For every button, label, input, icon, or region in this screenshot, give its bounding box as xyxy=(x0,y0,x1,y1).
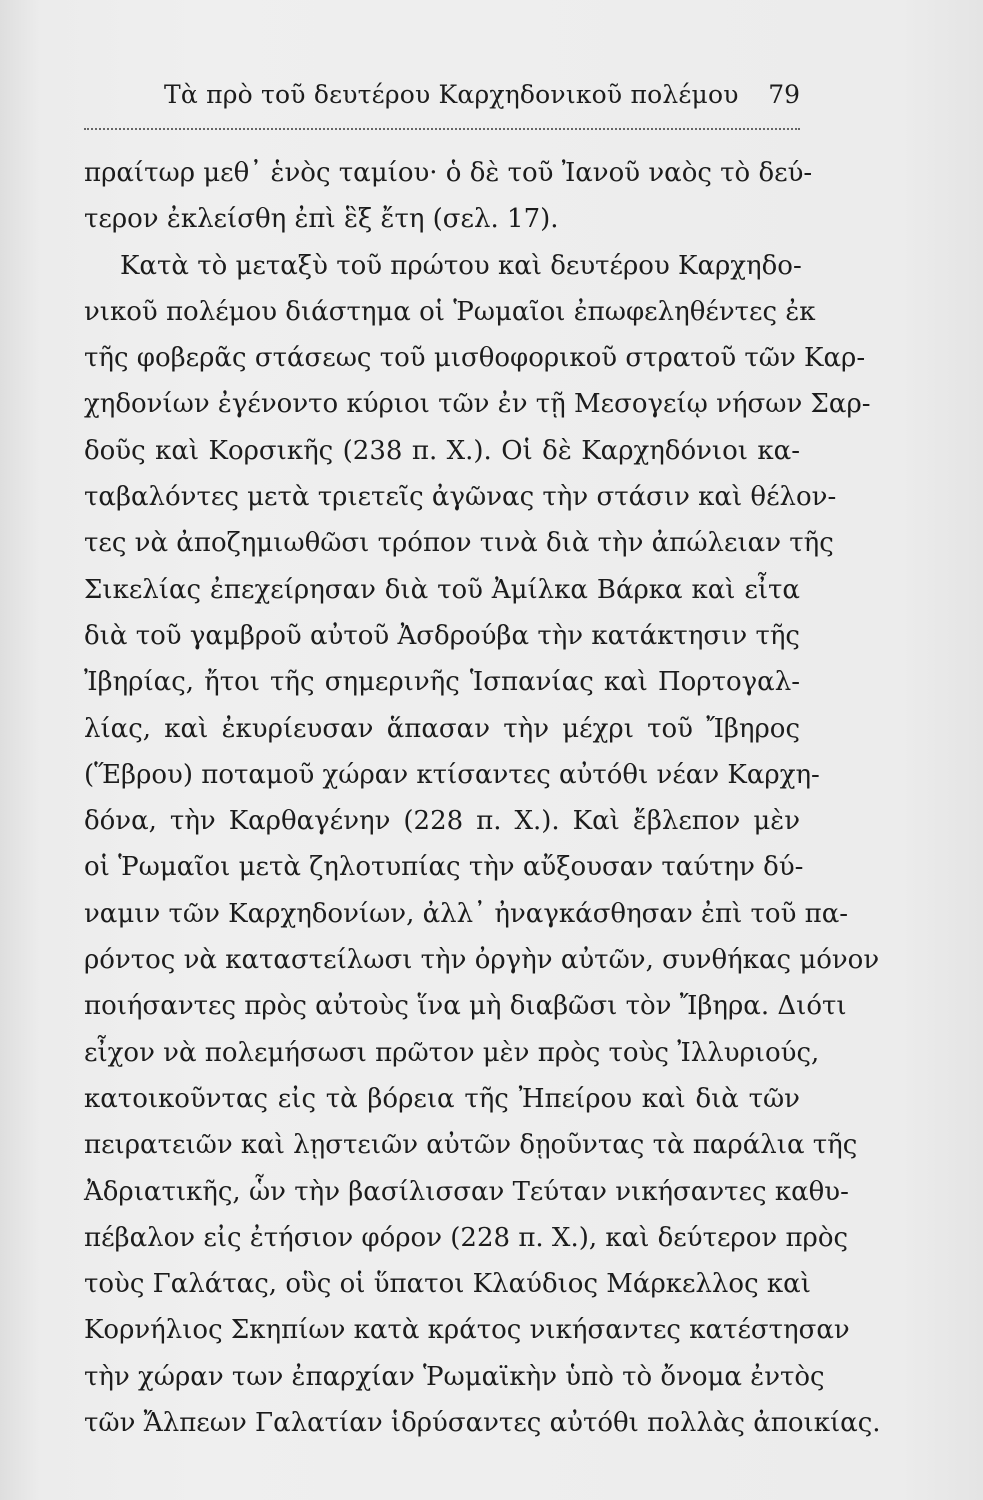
text-line: πειρατειῶν καὶ λῃστειῶν αὐτῶν δῃοῦντας τὰ παράλια τῆς xyxy=(84,1130,858,1161)
text-line: ναμιν τῶν Καρχηδονίων, ἀλλ᾽ ἠναγκάσθησαν ἐπὶ τοῦ πα- xyxy=(84,898,849,929)
text-line: (Ἕβρου) ποταμοῦ χώραν κτίσαντες αὐτόθι νέαν Καρχη- xyxy=(84,759,820,790)
text-line: πραίτωρ μεθ᾽ ἑνὸς ταμίου· ὁ δὲ τοῦ Ἰανοῦ ναὸς τὸ δεύ- xyxy=(84,158,813,188)
header-rule xyxy=(84,128,800,130)
text-line: Σικελίας ἐπεχείρησαν διὰ τοῦ Ἀμίλκα Βάρκα καὶ εἶτα xyxy=(84,574,800,605)
text-line: τῶν Ἄλπεων Γαλατίαν ἱδρύσαντες αὐτόθι πολλὰς ἀποικίας. xyxy=(84,1408,881,1439)
text-line: ρόντος νὰ καταστείλωσι τὴν ὀργὴν αὐτῶν, συνθήκας μόνον xyxy=(84,945,880,976)
text-line: δόνα, τὴν Καρθαγένην (228 π. Χ.). Καὶ ἔβλεπον μὲν xyxy=(84,806,800,837)
paragraph-first-line: Κατὰ τὸ μεταξὺ τοῦ πρώτου καὶ δευτέρου Καρχηδο- xyxy=(120,250,802,281)
text-line: τῆς φοβερᾶς στάσεως τοῦ μισθοφορικοῦ στρατοῦ τῶν Καρ- xyxy=(84,343,866,374)
text-line: εἶχον νὰ πολεμήσωσι πρῶτον μὲν πρὸς τοὺς Ἰλλυριούς, xyxy=(84,1037,820,1068)
text-line: λίας, καὶ ἐκυρίευσαν ἅπασαν τὴν μέχρι τοῦ Ἴβηρος xyxy=(84,713,800,744)
text-line: τοὺς Γαλάτας, οὓς οἱ ὕπατοι Κλαύδιος Μάρκελλος καὶ xyxy=(84,1269,811,1300)
body-text xyxy=(84,150,881,1446)
text-line: νικοῦ πολέμου διάστημα οἱ Ῥωμαῖοι ἐπωφεληθέντες ἐκ xyxy=(84,296,816,327)
page-header xyxy=(84,80,800,120)
text-line: πέβαλον εἰς ἐτήσιον φόρον (228 π. Χ.), καὶ δεύτερον πρὸς xyxy=(84,1222,849,1253)
running-title: Τὰ πρὸ τοῦ δευτέρου Καρχηδονικοῦ πολέμου xyxy=(164,80,739,109)
text-line: Ἰβηρίας, ἤτοι τῆς σημερινῆς Ἱσπανίας καὶ Πορτογαλ- xyxy=(84,667,800,698)
page-number: 79 xyxy=(768,80,800,109)
text-line: οἱ Ῥωμαῖοι μετὰ ζηλοτυπίας τὴν αὔξουσαν ταύτην δύ- xyxy=(84,852,804,883)
text-line: κατοικοῦντας εἰς τὰ βόρεια τῆς Ἠπείρου καὶ διὰ τῶν xyxy=(84,1083,800,1114)
text-line: Κορνήλιος Σκηπίων κατὰ κράτος νικήσαντες κατέστησαν xyxy=(84,1315,850,1346)
text-line: ποιήσαντες πρὸς αὐτοὺς ἵνα μὴ διαβῶσι τὸν Ἴβηρα. Διότι xyxy=(84,991,847,1022)
text-line: ταβαλόντες μετὰ τριετεῖς ἀγῶνας τὴν στάσιν καὶ θέλον- xyxy=(84,482,837,513)
text-line: τὴν χώραν των ἐπαρχίαν Ῥωμαϊκὴν ὑπὸ τὸ ὄνομα ἐντὸς xyxy=(84,1361,825,1392)
text-line: Ἀδριατικῆς, ὧν τὴν βασίλισσαν Τεύταν νικήσαντες καθυ- xyxy=(84,1176,849,1207)
text-line: χηδονίων ἐγένοντο κύριοι τῶν ἐν τῇ Μεσογείῳ νήσων Σαρ- xyxy=(84,389,871,420)
text-line: τες νὰ ἀποζημιωθῶσι τρόπον τινὰ διὰ τὴν ἀπώλειαν τῆς xyxy=(84,528,834,559)
text-line: δοῦς καὶ Κορσικῆς (238 π. Χ.). Οἱ δὲ Καρχηδόνιοι κα- xyxy=(84,435,800,466)
text-line: τερον ἐκλείσθη ἐπὶ ἓξ ἔτη (σελ. 17). xyxy=(84,204,559,235)
text-line: διὰ τοῦ γαμβροῦ αὐτοῦ Ἀσδρούβα τὴν κατάκτησιν τῆς xyxy=(84,620,800,651)
